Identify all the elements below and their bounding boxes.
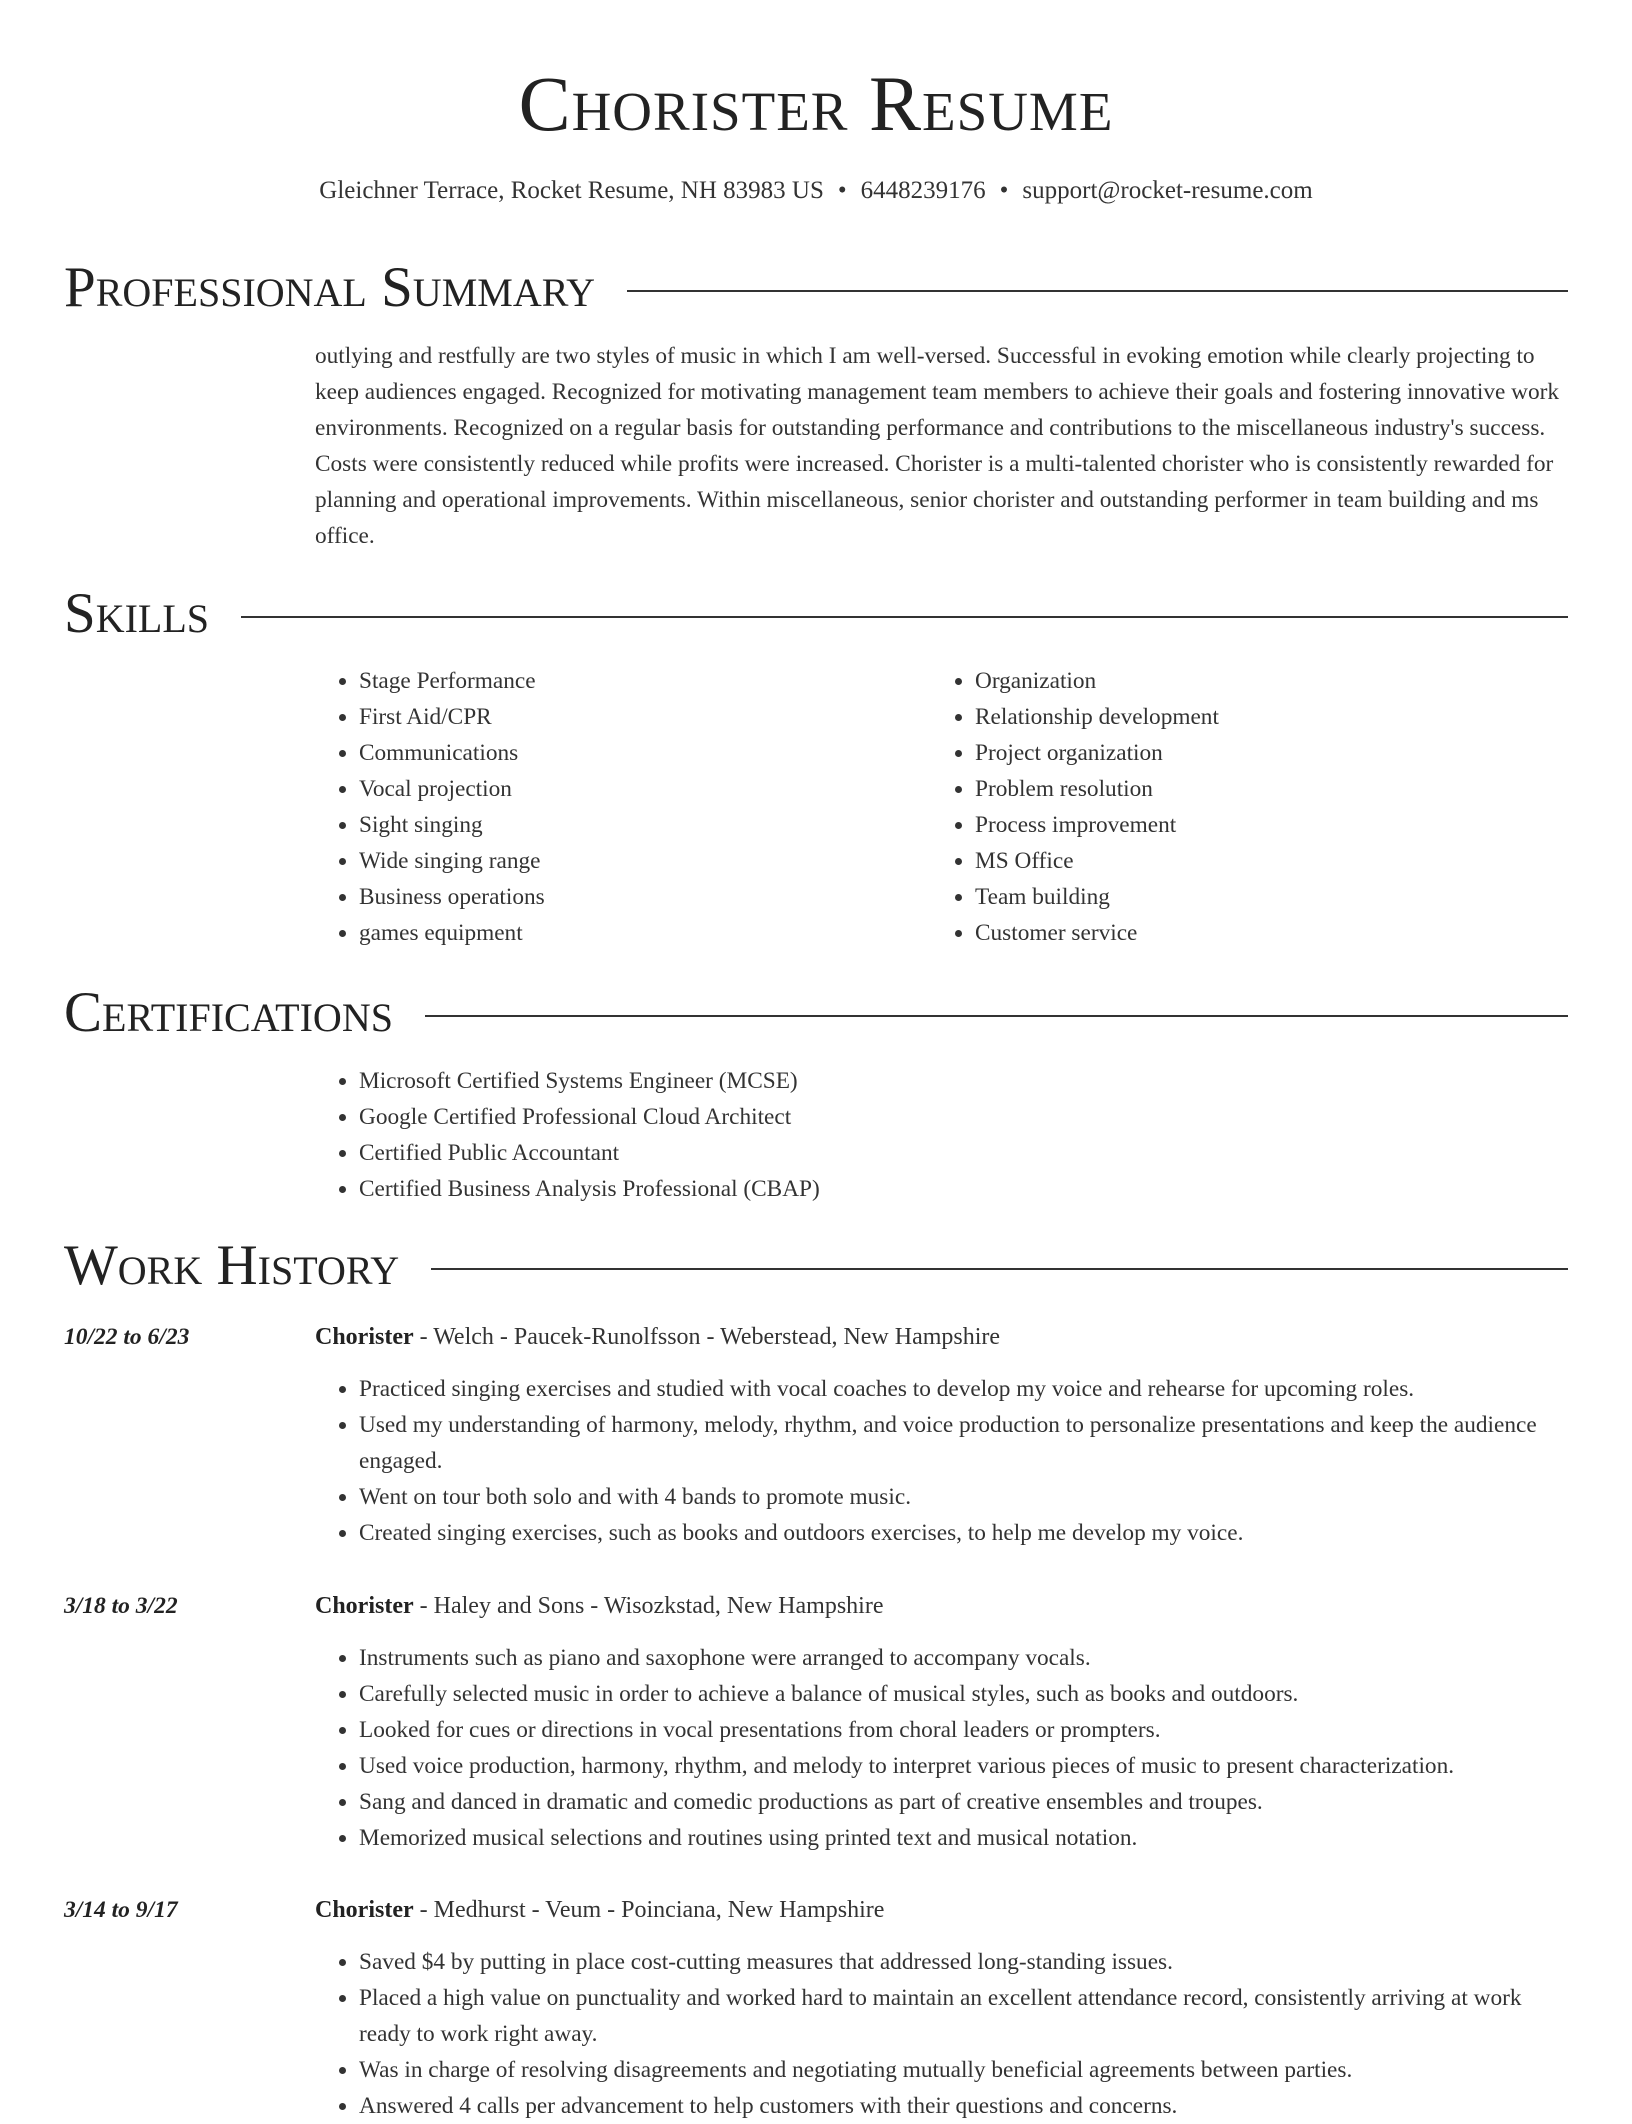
job-heading (315, 1892, 884, 1928)
job-role: Chorister (315, 1593, 414, 1619)
job-entry (64, 1588, 1568, 1868)
job-bullet: • Was in charge of resolving disagreements and negotiating mutually beneficial agreements between parties. (359, 2052, 1575, 2088)
skill-item: • Team building (975, 879, 1551, 915)
certification-item: • Google Certified Professional Cloud Architect (359, 1099, 1571, 1135)
section-divider (627, 290, 1568, 292)
job-entry (64, 1319, 1568, 1559)
section-title-work-history (64, 1234, 1568, 1298)
section-divider (431, 1268, 1568, 1270)
skill-item: • First Aid/CPR (359, 699, 915, 735)
job-entry (64, 1892, 1568, 2119)
phone: 6448239176 (860, 177, 986, 204)
section-title-text: Certifications (64, 981, 393, 1044)
separator: • (999, 177, 1009, 204)
job-bullet: • Went on tour both solo and with 4 bands to promote music. (359, 1479, 1575, 1515)
skill-item: • Customer service (975, 915, 1551, 951)
certification-item: • Certified Public Accountant (359, 1135, 1571, 1171)
job-bullet: • Memorized musical selections and routines using printed text and musical notation. (359, 1820, 1575, 1856)
job-bullet: • Used voice production, harmony, rhythm, and melody to interpret various pieces of music to present characterization. (359, 1748, 1575, 1784)
skill-item: • Relationship development (975, 699, 1551, 735)
skill-item: • Process improvement (975, 807, 1551, 843)
job-details: - Welch - Paucek-Runolfsson - Weberstead, New Hampshire (413, 1324, 1001, 1350)
job-dates: 3/18 to 3/22 (64, 1593, 178, 1619)
section-title-summary (64, 256, 1568, 320)
job-details: - Haley and Sons - Wisozkstad, New Hampshire (413, 1593, 884, 1619)
email: support@rocket-resume.com (1022, 177, 1313, 204)
skill-item: • Project organization (975, 735, 1551, 771)
skill-item: • Stage Performance (359, 663, 915, 699)
certification-item: • Certified Business Analysis Professional (CBAP) (359, 1171, 1571, 1207)
skills-list-right (931, 663, 1551, 951)
section-title-text: Professional Summary (64, 256, 596, 319)
skill-item: • Communications (359, 735, 915, 771)
section-divider (241, 616, 1568, 618)
job-bullet: • Placed a high value on punctuality and worked hard to maintain an excellent attendance record, consistently arriving at work ready to work right away. (359, 1980, 1575, 2052)
job-bullet: • Instruments such as piano and saxophone were arranged to accompany vocals. (359, 1640, 1575, 1676)
skill-item: • Vocal projection (359, 771, 915, 807)
section-divider (425, 1015, 1568, 1017)
section-title-certifications (64, 981, 1568, 1045)
job-heading (315, 1319, 1000, 1355)
job-bullet: • Answered 4 calls per advancement to help customers with their questions and concerns. (359, 2088, 1575, 2124)
job-bullet: • Carefully selected music in order to achieve a balance of musical styles, such as books and outdoors. (359, 1676, 1575, 1712)
job-bullets (315, 1371, 1575, 1551)
resume-title: Chorister Resume (518, 60, 1114, 147)
job-details: - Medhurst - Veum - Poinciana, New Hampshire (413, 1897, 885, 1923)
section-title-skills (64, 582, 1568, 646)
separator: • (837, 177, 847, 204)
job-bullet: • Practiced singing exercises and studied with vocal coaches to develop my voice and rehearse for upcoming roles. (359, 1371, 1575, 1407)
skill-item: • Sight singing (359, 807, 915, 843)
skill-item: • MS Office (975, 843, 1551, 879)
job-bullet: • Saved $4 by putting in place cost-cutting measures that addressed long-standing issues. (359, 1944, 1575, 1980)
skill-item: • Organization (975, 663, 1551, 699)
job-role: Chorister (315, 1897, 414, 1923)
job-bullet: • Used my understanding of harmony, melody, rhythm, and voice production to personalize presentations and keep the audience engaged. (359, 1407, 1575, 1479)
job-heading (315, 1588, 883, 1624)
contact-line (0, 174, 1632, 208)
skill-item: • games equipment (359, 915, 915, 951)
job-dates: 10/22 to 6/23 (64, 1324, 190, 1350)
job-bullet: • Sang and danced in dramatic and comedic productions as part of creative ensembles and troupes. (359, 1784, 1575, 1820)
section-title-text: Skills (64, 582, 210, 645)
summary-text: outlying and restfully are two styles of music in which I am well-versed. Successful in evoking emotion while clearly projecting to keep audiences engaged. Recognized for motivating management team members to achieve their goals and fostering innovative work environments. Recognized on a regular basis for outstanding performance and contributions to the miscellaneous industry's success. Costs were consistently reduced while profits were increased. Chorister is a multi-talented chorister who is consistently rewarded for planning and operational improvements. Within miscellaneous, senior chorister and outstanding performer in team building and ms office. (315, 343, 1560, 549)
skill-item: • Business operations (359, 879, 915, 915)
address: Gleichner Terrace, Rocket Resume, NH 83983 US (319, 177, 824, 204)
job-bullets (315, 1640, 1575, 1856)
job-role: Chorister (315, 1324, 414, 1350)
certifications-list (315, 1063, 1571, 1207)
skill-item: • Wide singing range (359, 843, 915, 879)
job-bullets (315, 1944, 1575, 2124)
job-bullet: • Created singing exercises, such as books and outdoors exercises, to help me develop my voice. (359, 1515, 1575, 1551)
skills-list-left (315, 663, 915, 951)
job-dates: 3/14 to 9/17 (64, 1897, 178, 1923)
skill-item: • Problem resolution (975, 771, 1551, 807)
certification-item: • Microsoft Certified Systems Engineer (MCSE) (359, 1063, 1571, 1099)
section-title-text: Work History (64, 1234, 400, 1297)
job-bullet: • Looked for cues or directions in vocal presentations from choral leaders or prompters. (359, 1712, 1575, 1748)
